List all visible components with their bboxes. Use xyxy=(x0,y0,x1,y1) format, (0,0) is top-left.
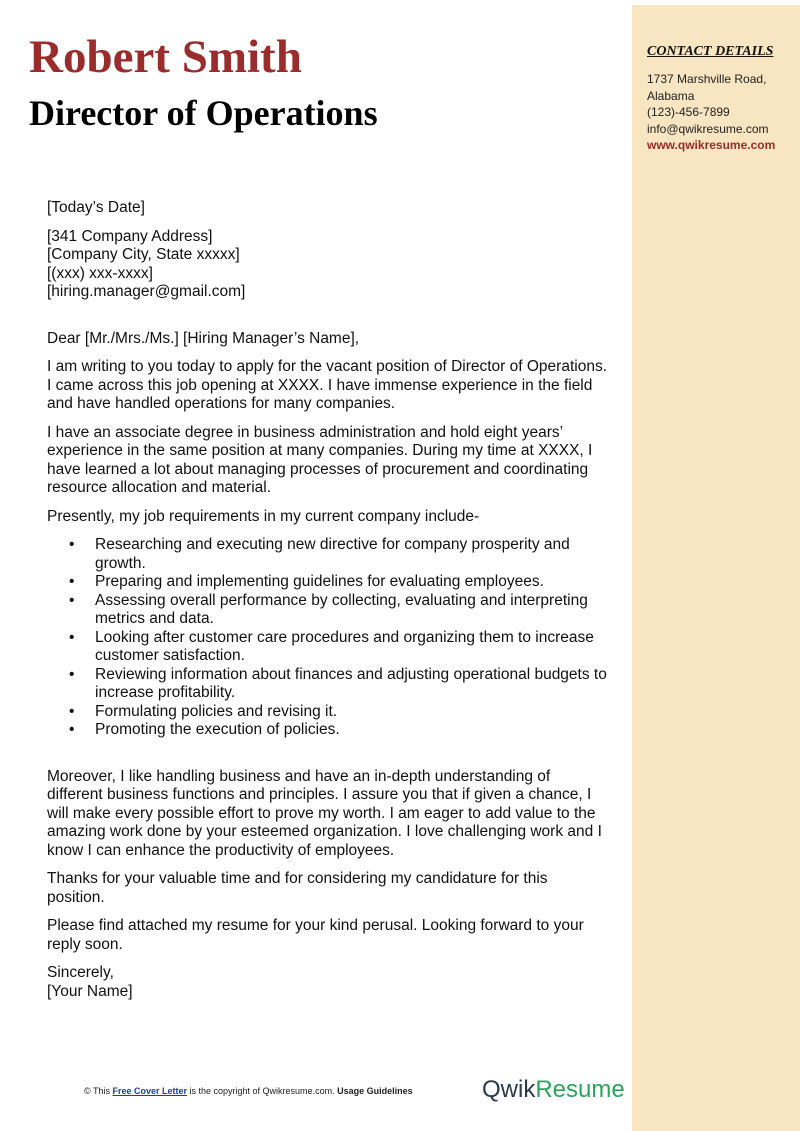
salutation: Dear [Mr./Mrs./Ms.] [Hiring Manager’s Name], xyxy=(47,329,360,347)
logo-part: Qwik xyxy=(482,1076,536,1103)
contact-website[interactable]: www.qwikresume.com xyxy=(647,138,776,152)
date: [Today’s Date] xyxy=(47,199,145,216)
paragraph: Please find attached my resume for your kind perusal. Looking forward to your reply soon. xyxy=(47,917,584,953)
footer-middle: is the copyright of Qwikresume.com. xyxy=(187,1086,338,1096)
contact-sidebar xyxy=(632,5,800,1131)
contact-address-line2: Alabama xyxy=(647,88,695,103)
responsibilities-list xyxy=(47,536,607,740)
job-title: Director of Operations xyxy=(29,93,378,133)
list-item: • Reviewing information about finances and adjusting operational budgets to increase profitability. xyxy=(47,666,607,703)
contact-email[interactable]: info@qwikresume.com xyxy=(647,121,769,136)
list-item: • Researching and executing new directive for company prosperity and growth. xyxy=(47,536,607,573)
footer-prefix: © This xyxy=(84,1086,113,1096)
list-item: • Preparing and implementing guidelines for evaluating employees. xyxy=(47,573,607,592)
free-cover-letter-link[interactable]: Free Cover Letter xyxy=(112,1086,188,1096)
paragraph: Moreover, I like handling business and have an in-depth understanding of different business functions and principles. I assure you that if given a chance, I will make every possible effort to prove my worth. I am eager to add value to the amazing work done by your esteemed organization. I love challenging work and I know I can enhance the productivity of employees. xyxy=(47,767,602,859)
recipient-line: [(xxx) xxx-xxxx] xyxy=(47,264,153,282)
paragraph: I am writing to you today to apply for the vacant position of Director of Operations. I came across this job opening at XXXX. I have immense experience in the field and have handled operations for many companies. xyxy=(47,358,608,412)
recipient-block xyxy=(47,228,607,302)
letter-body xyxy=(47,199,607,1001)
applicant-name: Robert Smith xyxy=(29,31,302,83)
list-item: • Formulating policies and revising it. xyxy=(47,703,607,722)
contact-address-line1: 1737 Marshville Road, xyxy=(647,72,767,86)
recipient-line: [hiring.manager@gmail.com] xyxy=(47,283,246,300)
logo-part: Resume xyxy=(535,1076,625,1103)
recipient-line: [Company City, State xxxxx] xyxy=(47,246,240,263)
contact-heading: CONTACT DETAILS xyxy=(647,44,774,59)
paragraph: Thanks for your valuable time and for considering my candidature for this position. xyxy=(47,870,548,906)
signature: [Your Name] xyxy=(47,982,133,1000)
recipient-line: [341 Company Address] xyxy=(47,227,213,245)
footer-copyright xyxy=(84,1085,464,1097)
usage-guidelines-link[interactable]: Usage Guidelines xyxy=(337,1086,413,1096)
signoff: Sincerely, xyxy=(47,964,114,981)
list-item: • Assessing overall performance by collecting, evaluating and interpreting metrics and data. xyxy=(47,592,607,629)
list-item: • Promoting the execution of policies. xyxy=(47,721,607,740)
contact-phone: (123)-456-7899 xyxy=(647,105,730,119)
paragraph: I have an associate degree in business administration and hold eight years’ experience in the same position at many companies. During my time at XXXX, I have learned a lot about managing processes of procurement and coordinating resource allocation and material. xyxy=(47,423,593,496)
paragraph: Presently, my job requirements in my current company include- xyxy=(47,507,480,525)
qwikresume-logo xyxy=(482,1076,625,1104)
list-item: • Looking after customer care procedures and organizing them to increase customer satisfaction. xyxy=(47,629,607,666)
